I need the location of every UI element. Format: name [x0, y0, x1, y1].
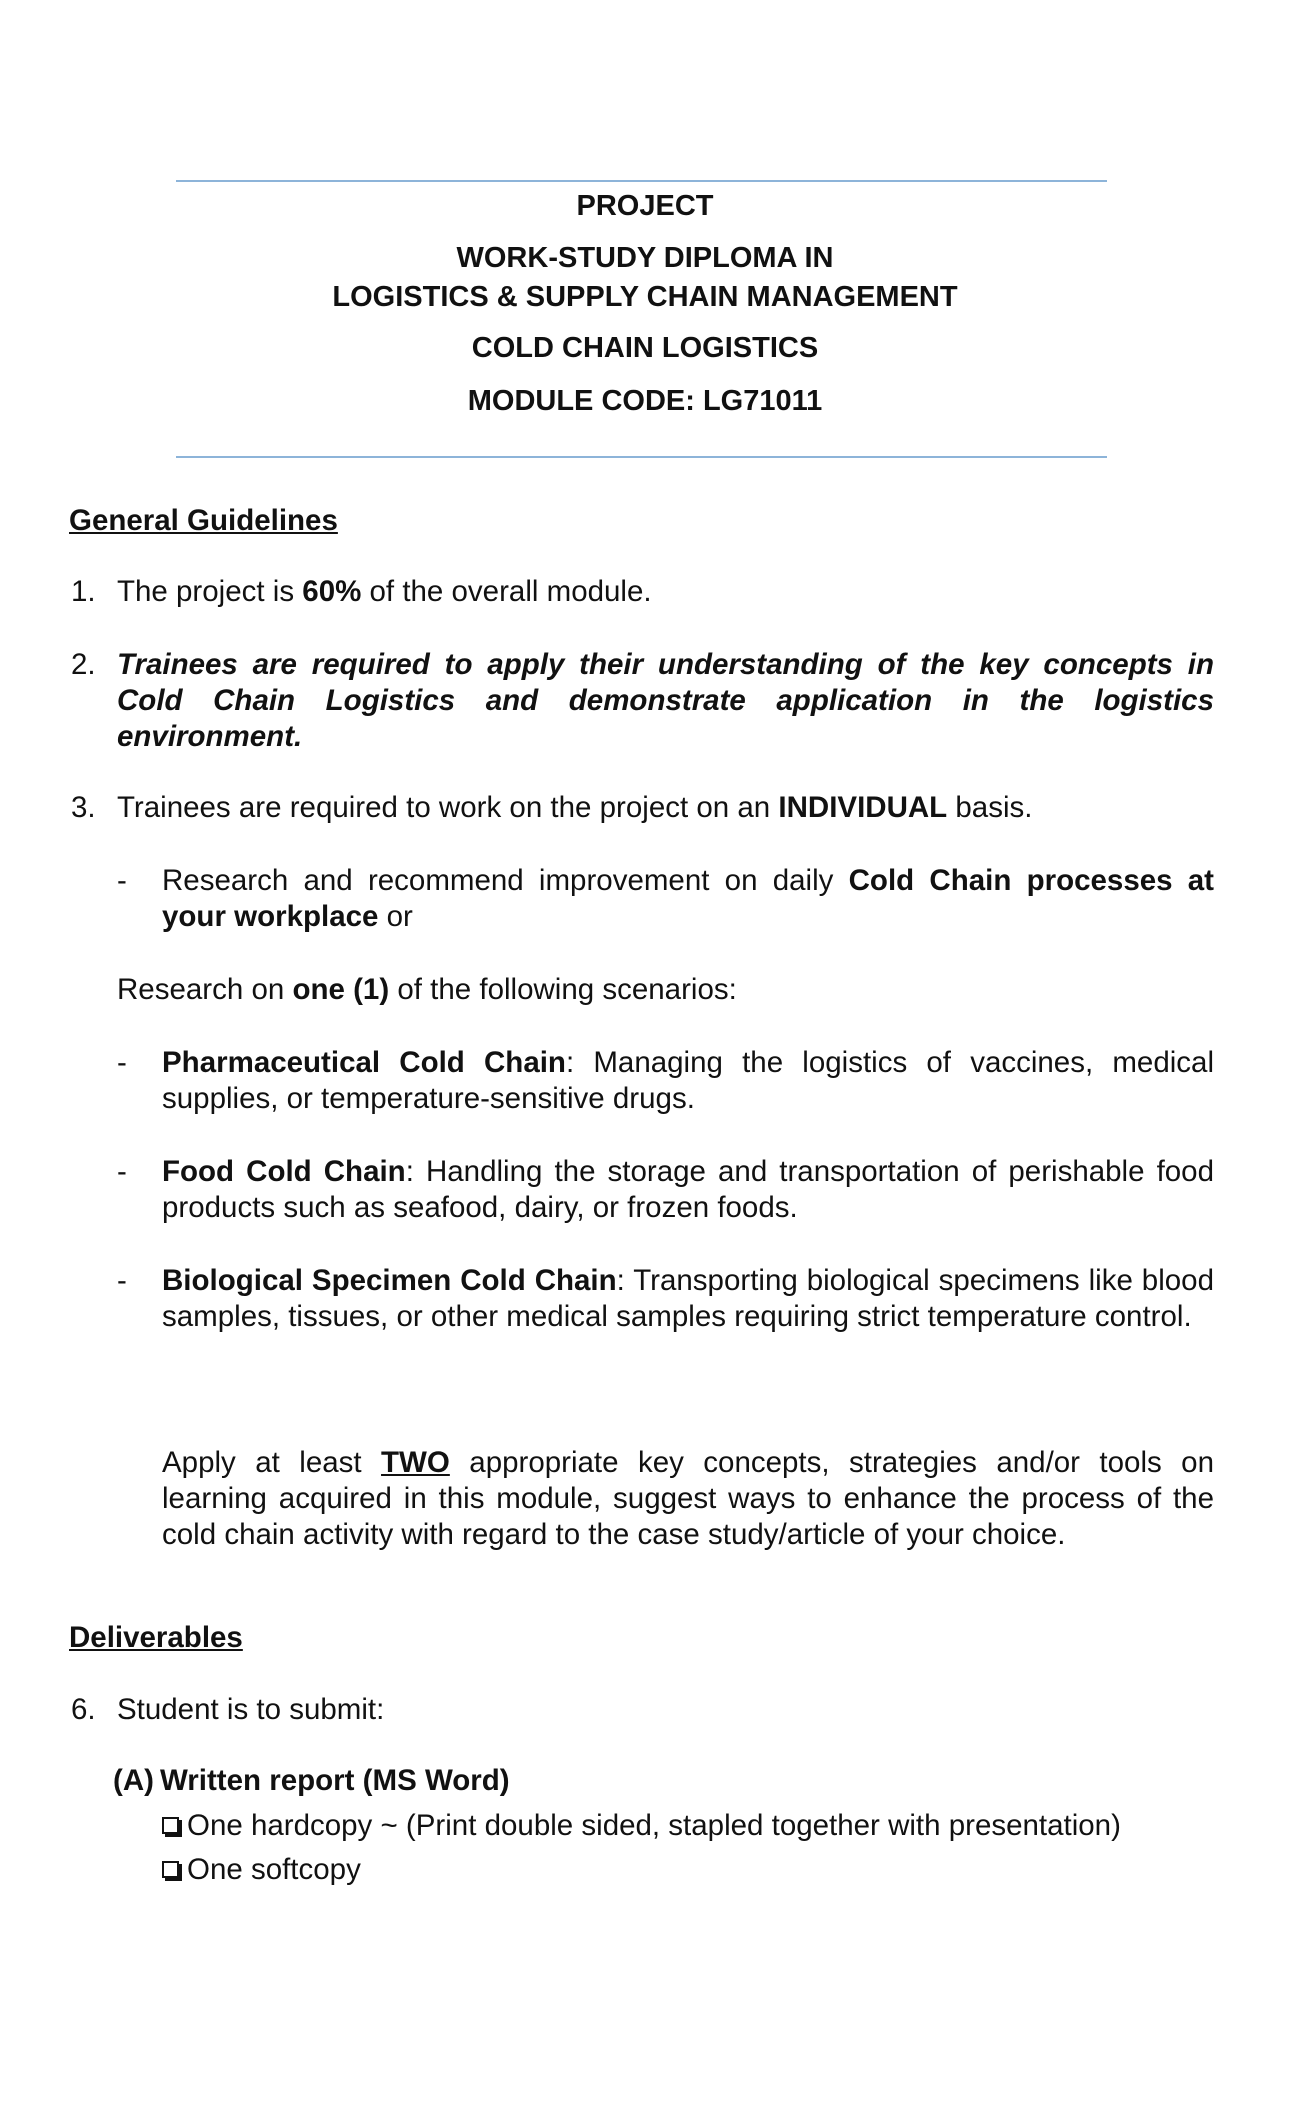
- diploma-line-1: WORK-STUDY DIPLOMA IN: [456, 242, 834, 274]
- scenario-dash: -: [117, 1155, 127, 1188]
- checkbox-icon: [162, 1861, 179, 1878]
- item-2-number: 2.: [71, 648, 96, 681]
- item-3-text: Trainees are required to work on the project on an INDIVIDUAL basis.: [117, 791, 1033, 824]
- checklist-item-hardcopy: One hardcopy ~ (Print double sided, stapled together with presentation): [162, 1808, 1121, 1844]
- diploma-line-2: LOGISTICS & SUPPLY CHAIN MANAGEMENT: [332, 281, 958, 313]
- checklist-item-softcopy: One softcopy: [162, 1852, 361, 1888]
- scenario-food: Food Cold Chain: Handling the storage and transportation of perishable food products such as seafood, dairy, or frozen foods.: [162, 1155, 1214, 1224]
- workplace-option-text: Research and recommend improvement on daily Cold Chain processes at your workplace or: [162, 864, 1215, 933]
- bottom-divider: [176, 456, 1107, 458]
- checkbox-icon: [162, 1817, 179, 1834]
- sub-a-label: (A): [113, 1764, 154, 1797]
- scenario-biological: Biological Specimen Cold Chain: Transporting biological specimens like blood samples, tissues, or other medical samples requiring strict temperature control.: [162, 1264, 1214, 1333]
- item-1-percentage: 60%: [302, 575, 362, 608]
- document-title: PROJECT: [576, 190, 714, 222]
- item-3-number: 3.: [71, 791, 96, 824]
- item-6-number: 6.: [71, 1693, 96, 1726]
- scenario-pharmaceutical: Pharmaceutical Cold Chain: Managing the logistics of vaccines, medical supplies, or temperature-sensitive drugs.: [162, 1046, 1214, 1115]
- item-6-text: Student is to submit:: [117, 1693, 385, 1726]
- module-code: MODULE CODE: LG71011: [467, 385, 823, 417]
- scenario-dash: -: [117, 1264, 127, 1297]
- workplace-option-dash: -: [117, 864, 127, 897]
- top-divider: [176, 180, 1107, 182]
- sub-a-title: Written report (MS Word): [160, 1764, 510, 1797]
- item-2-text: Trainees are required to apply their understanding of the key concepts in Cold Chain Logistics and demonstrate application in the logistics environment.: [117, 648, 1214, 753]
- general-guidelines-heading: General Guidelines: [69, 504, 338, 537]
- two-emphasis: TWO: [381, 1446, 450, 1479]
- individual-basis: INDIVIDUAL: [778, 791, 948, 824]
- item-1-number: 1.: [71, 575, 96, 608]
- module-name: COLD CHAIN LOGISTICS: [471, 332, 819, 364]
- item-1-text: The project is 60% of the overall module.: [117, 575, 652, 608]
- scenario-dash: -: [117, 1046, 127, 1079]
- apply-concepts-paragraph: Apply at least TWO appropriate key concepts, strategies and/or tools on learning acquired in this module, suggest ways to enhance the process of the cold chain activity with regard to the case study/article of your choice.: [162, 1446, 1214, 1551]
- deliverables-heading: Deliverables: [69, 1621, 243, 1654]
- scenario-intro: Research on one (1) of the following scenarios:: [117, 973, 737, 1006]
